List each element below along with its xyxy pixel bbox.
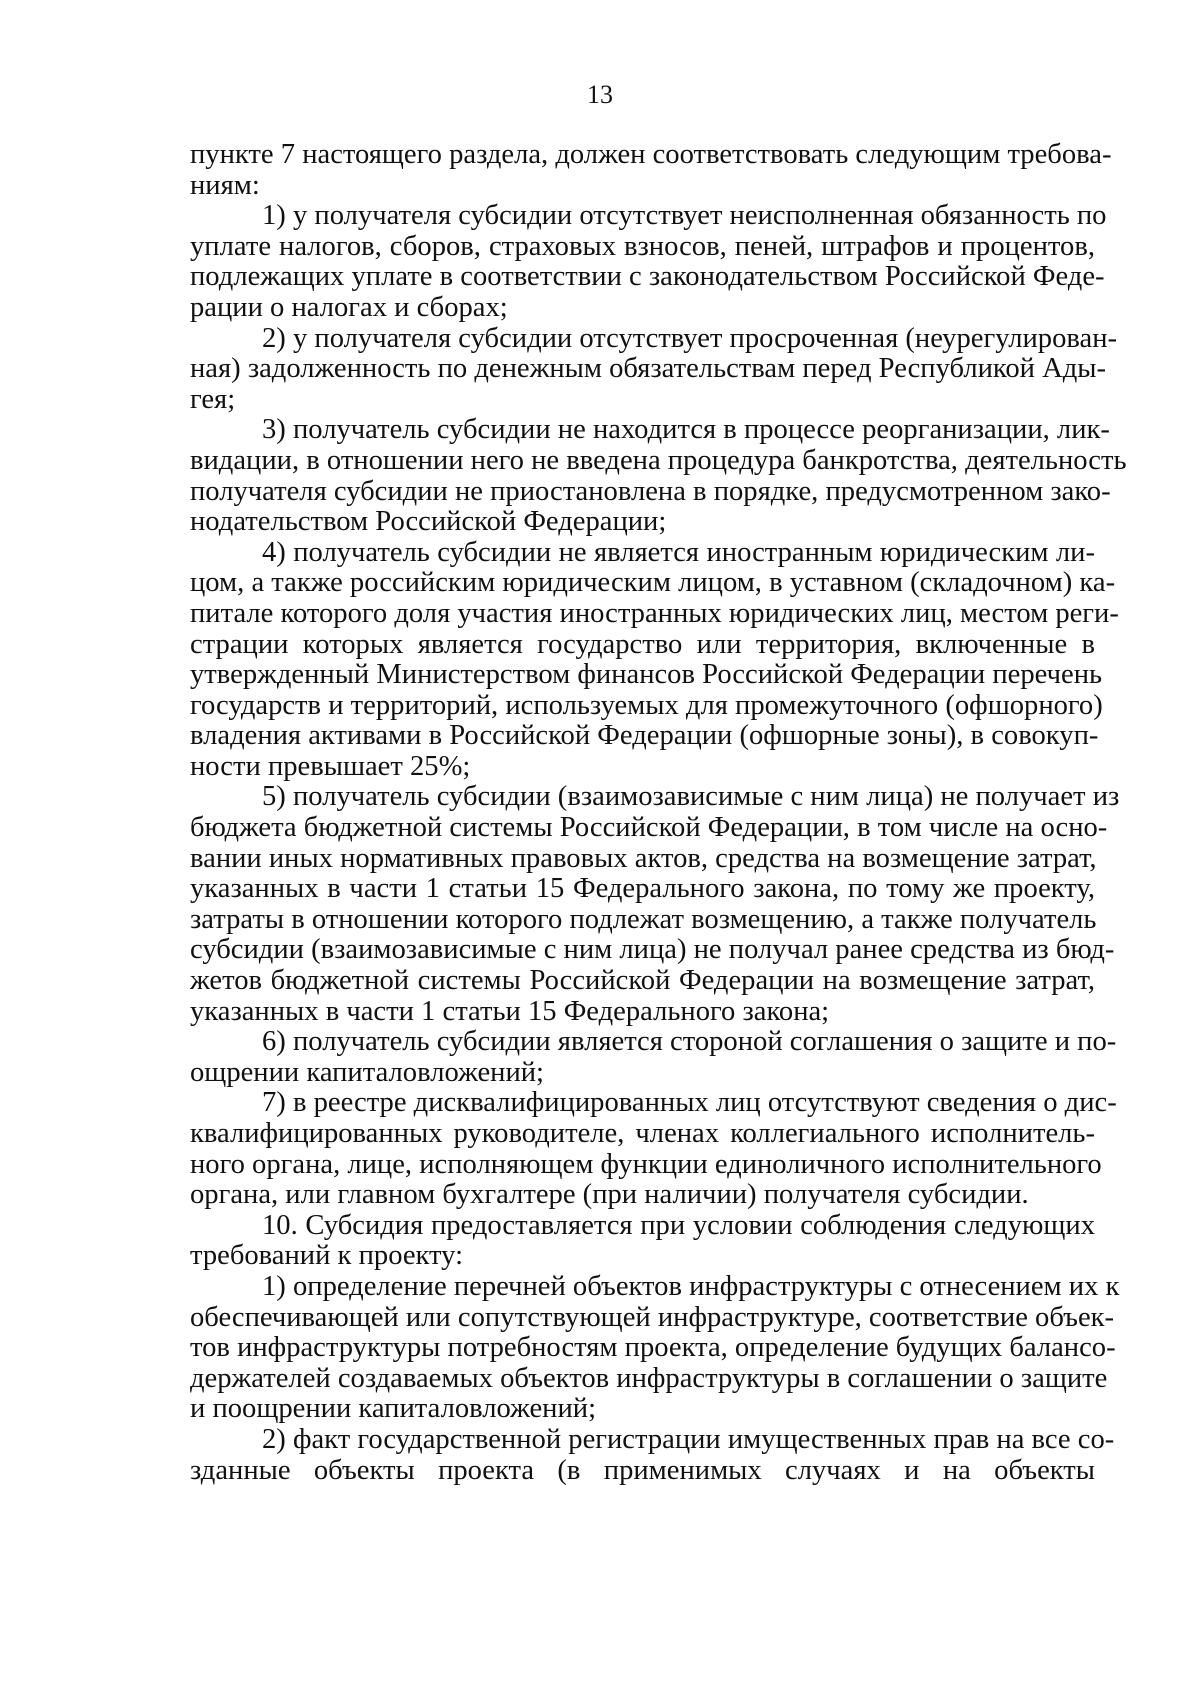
text-line: ниям: bbox=[190, 169, 260, 201]
text-line: держателей создаваемых объектов инфраструктуры в соглашении о защите bbox=[190, 1362, 1108, 1394]
text-line: уплате налогов, сборов, страховых взносов, пеней, штрафов и процентов, bbox=[190, 230, 1095, 262]
text-line: 2) у получателя субсидии отсутствует просроченная (неурегулирован- bbox=[262, 322, 1118, 354]
text-line: 2) факт государственной регистрации имущественных прав на все со- bbox=[262, 1423, 1115, 1455]
text-line: ощрении капиталовложений; bbox=[190, 1056, 544, 1088]
text-line: цом, а также российским юридическим лицом, в уставном (складочном) ка- bbox=[190, 567, 1116, 599]
text-line: ного органа, лице, исполняющем функции единоличного исполнительного bbox=[190, 1148, 1102, 1180]
document-body bbox=[190, 139, 1127, 1486]
text-line: 5) получатель субсидии (взаимозависимые с ним лица) не получает из bbox=[262, 781, 1120, 813]
text-line: утвержденный Министерством финансов Российской Федерации перечень bbox=[190, 659, 1103, 691]
text-line: государств и территорий, используемых для промежуточного (офшорного) bbox=[190, 689, 1103, 721]
text-line: рации о налогах и сборах; bbox=[190, 291, 508, 323]
text-line: требований к проекту: bbox=[190, 1240, 464, 1272]
text-line: зданные объекты проекта (в применимых случаях и на объекты bbox=[190, 1454, 1095, 1486]
text-line: пункте 7 настоящего раздела, должен соответствовать следующим требова- bbox=[190, 139, 1112, 170]
text-line: 1) определение перечней объектов инфраструктуры с отнесением их к bbox=[262, 1270, 1120, 1302]
text-line: субсидии (взаимозависимые с ним лица) не получал ранее средства из бюд- bbox=[190, 934, 1115, 966]
page-number: 13 bbox=[587, 80, 613, 109]
text-line: 7) в реестре дисквалифицированных лиц отсутствуют сведения о дис- bbox=[262, 1087, 1117, 1119]
text-line: видации, в отношении него не введена процедура банкротства, деятельность bbox=[190, 444, 1127, 476]
text-line: гея; bbox=[190, 383, 236, 415]
text-line: 6) получатель субсидии является стороной соглашения о защите и по- bbox=[262, 1026, 1117, 1058]
text-line: 1) у получателя субсидии отсутствует неисполненная обязанность по bbox=[262, 200, 1107, 232]
text-line: квалифицированных руководителе, членах коллегиального исполнитель- bbox=[190, 1118, 1095, 1149]
text-line: нодательством Российской Федерации; bbox=[190, 506, 667, 538]
text-line: и поощрении капиталовложений; bbox=[190, 1393, 597, 1425]
text-line: страции которых является государство или территория, включенные в bbox=[190, 628, 1095, 660]
text-line: 10. Субсидия предоставляется при условии соблюдения следующих bbox=[262, 1209, 1095, 1241]
text-line: бюджета бюджетной системы Российской Федерации, в том числе на осно- bbox=[190, 812, 1108, 844]
text-line: обеспечивающей или сопутствующей инфраструктуре, соответствие объек- bbox=[190, 1301, 1115, 1333]
text-line: 4) получатель субсидии не является иностранным юридическим ли- bbox=[262, 536, 1095, 568]
text-line: владения активами в Российской Федерации (офшорные зоны), в совокуп- bbox=[190, 720, 1099, 752]
text-line: ности превышает 25%; bbox=[190, 750, 471, 782]
text-line: тов инфраструктуры потребностям проекта, определение будущих балансо- bbox=[190, 1332, 1116, 1364]
text-line: вании иных нормативных правовых актов, средства на возмещение затрат, bbox=[190, 842, 1097, 874]
text-line: указанных в части 1 статьи 15 Федерального закона; bbox=[190, 995, 830, 1027]
text-line: подлежащих уплате в соответствии с законодательством Российской Феде- bbox=[190, 261, 1105, 293]
text-line: жетов бюджетной системы Российской Федерации на возмещение затрат, bbox=[190, 965, 1095, 997]
text-line: питале которого доля участия иностранных юридических лиц, местом реги- bbox=[190, 597, 1119, 629]
text-line: затраты в отношении которого подлежат возмещению, а также получатель bbox=[190, 903, 1097, 935]
text-line: ная) задолженность по денежным обязательствам перед Республикой Ады- bbox=[190, 353, 1107, 385]
text-line: 3) получатель субсидии не находится в процессе реорганизации, лик- bbox=[262, 414, 1110, 446]
text-line: получателя субсидии не приостановлена в порядке, предусмотренном зако- bbox=[190, 475, 1111, 507]
text-line: органа, или главном бухгалтере (при наличии) получателя субсидии. bbox=[190, 1179, 1029, 1211]
text-line: указанных в части 1 статьи 15 Федерального закона, по тому же проекту, bbox=[190, 873, 1095, 905]
